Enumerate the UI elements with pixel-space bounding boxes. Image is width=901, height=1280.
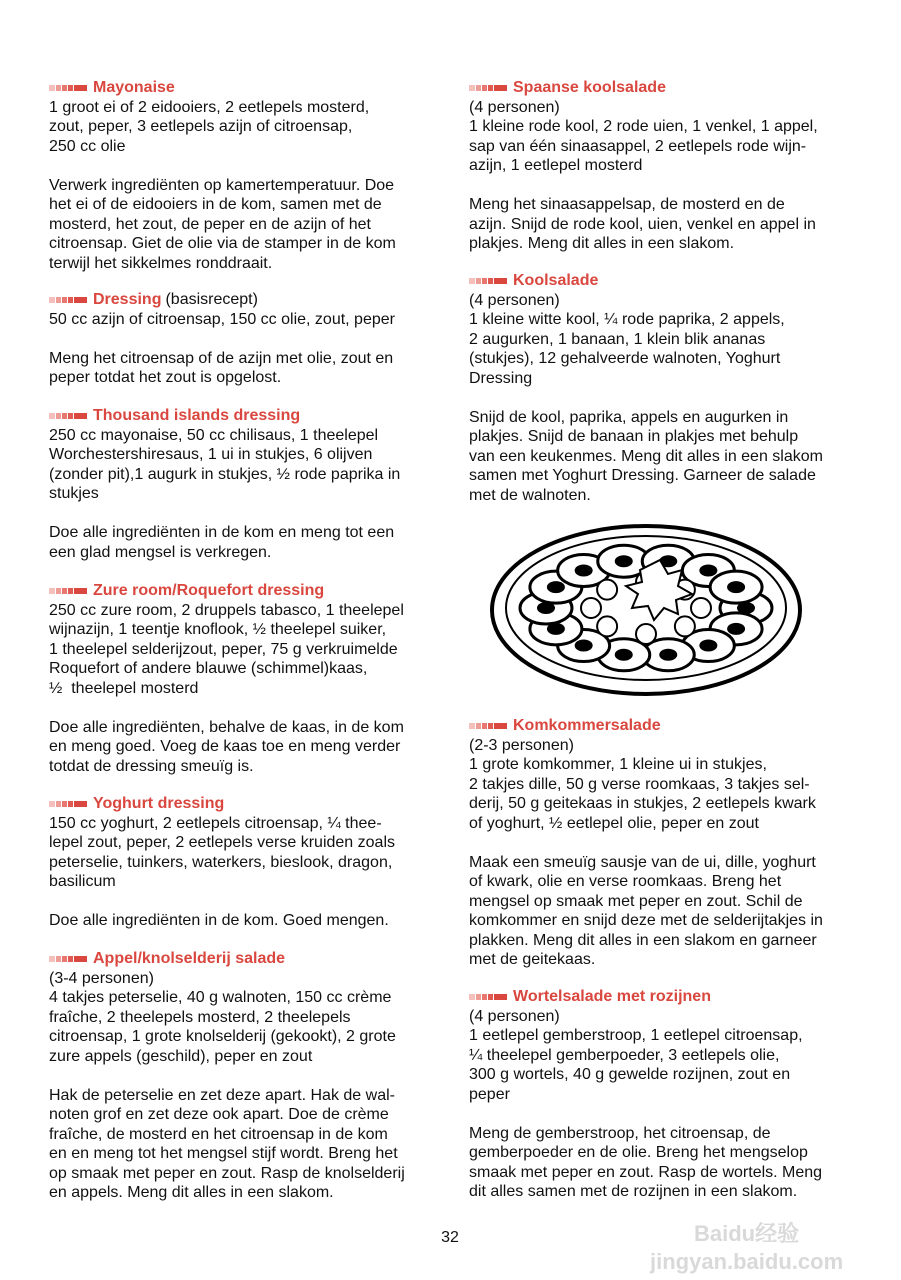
ingredients: 1 eetlepel gemberstroop, 1 eetlepel citroensap, ¼ theelepel gemberpoeder, 3 eetlepels olie, 300 g wortels, 40 g gewelde rozijnen, zout en peper bbox=[469, 1027, 803, 1103]
ingredients: 250 cc mayonaise, 50 cc chilisaus, 1 theelepel Worchestershiresaus, 1 ui in stukjes, 6 olijven (zonder pit),1 augurk in stukjes, ½ rode paprika in stukjes bbox=[49, 426, 401, 502]
instructions: Meng de gemberstroop, het citroensap, de gemberpoeder en de olie. Breng het mengselop smaak met peper en zout. Rasp de wortels. Meng dit alles samen met de rozijnen in een slakom. bbox=[469, 1124, 823, 1200]
servings: (4 personen) bbox=[469, 291, 560, 309]
recipe-zure-room-roquefort-dressing bbox=[49, 581, 459, 776]
recipe-title: Mayonaise bbox=[93, 79, 175, 96]
ingredients: 1 groot ei of 2 eidooiers, 2 eetlepels mosterd, zout, peper, 3 eetlepels azijn of citroensap, 250 cc olie bbox=[49, 98, 370, 155]
recipe-title: Dressing bbox=[93, 291, 162, 308]
recipe-dressing bbox=[49, 290, 459, 388]
instructions: Doe alle ingrediënten in de kom. Goed mengen. bbox=[49, 912, 389, 929]
recipe-title: Thousand islands dressing bbox=[93, 407, 301, 424]
heading-bullet-icon bbox=[469, 723, 507, 729]
servings: (2-3 personen) bbox=[469, 736, 574, 754]
instructions: Verwerk ingrediënten op kamertemperatuur. Doe het ei of de eidooiers in de kom, samen met de mosterd, het zout, de peper en de azijn of het citroensap. Giet de olie via de stamper in de kom terwijl het sikkelmes ronddraait. bbox=[49, 176, 396, 272]
recipe-title: Komkommersalade bbox=[513, 717, 661, 734]
recipe-title: Koolsalade bbox=[513, 272, 599, 289]
ingredients: 1 kleine rode kool, 2 rode uien, 1 venkel, 1 appel, sap van één sinaasappel, 2 eetlepels rode wijn- azijn, 1 eetlepel mosterd bbox=[469, 118, 818, 174]
heading-bullet-icon bbox=[469, 994, 507, 1000]
page-number: 32 bbox=[441, 1229, 459, 1246]
ingredients: 1 grote komkommer, 1 kleine ui in stukjes, 2 takjes dille, 50 g verse roomkaas, 3 takjes sel- derij, 50 g geitekaas in stukjes, 2 eetlepels kwark of yoghurt, ½ eetlepel olie, peper en zout bbox=[469, 756, 816, 832]
instructions: Snijd de kool, paprika, appels en augurken in plakjes. Snijd de banaan in plakjes met behulp van een keukenmes. Meng dit alles in een slakom samen met Yoghurt Dressing. Garneer de salade met de walnoten. bbox=[469, 408, 823, 504]
recipe-thousand-islands-dressing bbox=[49, 406, 459, 562]
servings: (4 personen) bbox=[469, 98, 560, 116]
recipe-title: Wortelsalade met rozijnen bbox=[513, 988, 711, 1005]
instructions: Meng het citroensap of de azijn met olie, zout en peper totdat het zout is opgelost. bbox=[49, 349, 394, 386]
ingredients: 150 cc yoghurt, 2 eetlepels citroensap, ¼ thee- lepel zout, peper, 2 eetlepels verse kruiden zoals peterselie, tuinkers, waterkers, bieslook, dragon, basilicum bbox=[49, 814, 395, 890]
instructions: Doe alle ingrediënten, behalve de kaas, in de kom en meng goed. Voeg de kaas toe en meng verder totdat de dressing smeuïg is. bbox=[49, 718, 404, 775]
heading-bullet-icon bbox=[49, 956, 87, 962]
recipe-spaanse-koolsalade bbox=[469, 78, 879, 254]
heading-bullet-icon bbox=[49, 801, 87, 807]
heading-bullet-icon bbox=[49, 413, 87, 419]
recipe-title: Spaanse koolsalade bbox=[513, 79, 666, 96]
recipe-koolsalade bbox=[469, 271, 879, 505]
ingredients: 250 cc zure room, 2 druppels tabasco, 1 theelepel wijnazijn, 1 teentje knoflook, ½ theelepel suiker, 1 theelepel selderijzout, peper, 75 g verkruimelde Roquefort of andere blauwe (schimmel)kaas, ½ theelepel mosterd bbox=[49, 601, 404, 697]
heading-bullet-icon bbox=[49, 297, 87, 303]
heading-bullet-icon bbox=[469, 85, 507, 91]
recipe-appel-knolselderij-salade bbox=[49, 949, 459, 1203]
heading-bullet-icon bbox=[49, 588, 87, 594]
recipe-title: Yoghurt dressing bbox=[93, 795, 225, 812]
recipe-mayonaise bbox=[49, 78, 459, 273]
instructions: Maak een smeuïg sausje van de ui, dille, yoghurt of kwark, olie en verse roomkaas. Breng het mengsel op smaak met peper en zout. Schil de komkommer en snijd deze met de selderijtakjes in plakken. Meng dit alles in een slakom en garneer met de geitekaas. bbox=[469, 853, 823, 968]
recipe-yoghurt-dressing bbox=[49, 794, 459, 931]
instructions: Doe alle ingrediënten in de kom en meng tot een een glad mengsel is verkregen. bbox=[49, 524, 395, 561]
ingredients: 50 cc azijn of citroensap, 150 cc olie, zout, peper bbox=[49, 310, 395, 328]
instructions: Hak de peterselie en zet deze apart. Hak de wal- noten grof en zet deze ook apart. Doe de crème fraîche, de mosterd en het citroensap in de kom en en meng tot het mengsel stijf wordt. Breng het op smaak met peper en zout. Rasp de knolselderij en appels. Meng dit alles in een slakom. bbox=[49, 1086, 405, 1201]
watermark: Baidu经验 jingyan.baidu.com bbox=[650, 1221, 844, 1274]
salad-plate-illustration bbox=[490, 510, 802, 696]
servings: (3-4 personen) bbox=[49, 969, 154, 987]
instructions: Meng het sinaasappelsap, de mosterd en de azijn. Snijd de rode kool, uien, venkel en appel in plakjes. Meng dit alles in een slakom. bbox=[469, 196, 816, 252]
recipe-title: Appel/knolselderij salade bbox=[93, 950, 286, 967]
heading-bullet-icon bbox=[469, 278, 507, 284]
recipe-title: Zure room/Roquefort dressing bbox=[93, 582, 325, 599]
recipe-komkommersalade bbox=[469, 716, 879, 970]
recipe-title-suffix: (basisrecept) bbox=[165, 291, 258, 308]
ingredients: 4 takjes peterselie, 40 g walnoten, 150 cc crème fraîche, 2 theelepels mosterd, 2 theelepels citroensap, 1 grote knolselderij (gekookt), 2 grote zure appels (geschild), peper en zout bbox=[49, 989, 396, 1065]
heading-bullet-icon bbox=[49, 85, 87, 91]
ingredients: 1 kleine witte kool, ¼ rode paprika, 2 appels, 2 augurken, 1 banaan, 1 klein blik ananas (stukjes), 12 gehalveerde walnoten, Yoghurt Dressing bbox=[469, 311, 785, 387]
servings: (4 personen) bbox=[469, 1007, 560, 1025]
recipe-wortelsalade-met-rozijnen bbox=[469, 987, 879, 1202]
